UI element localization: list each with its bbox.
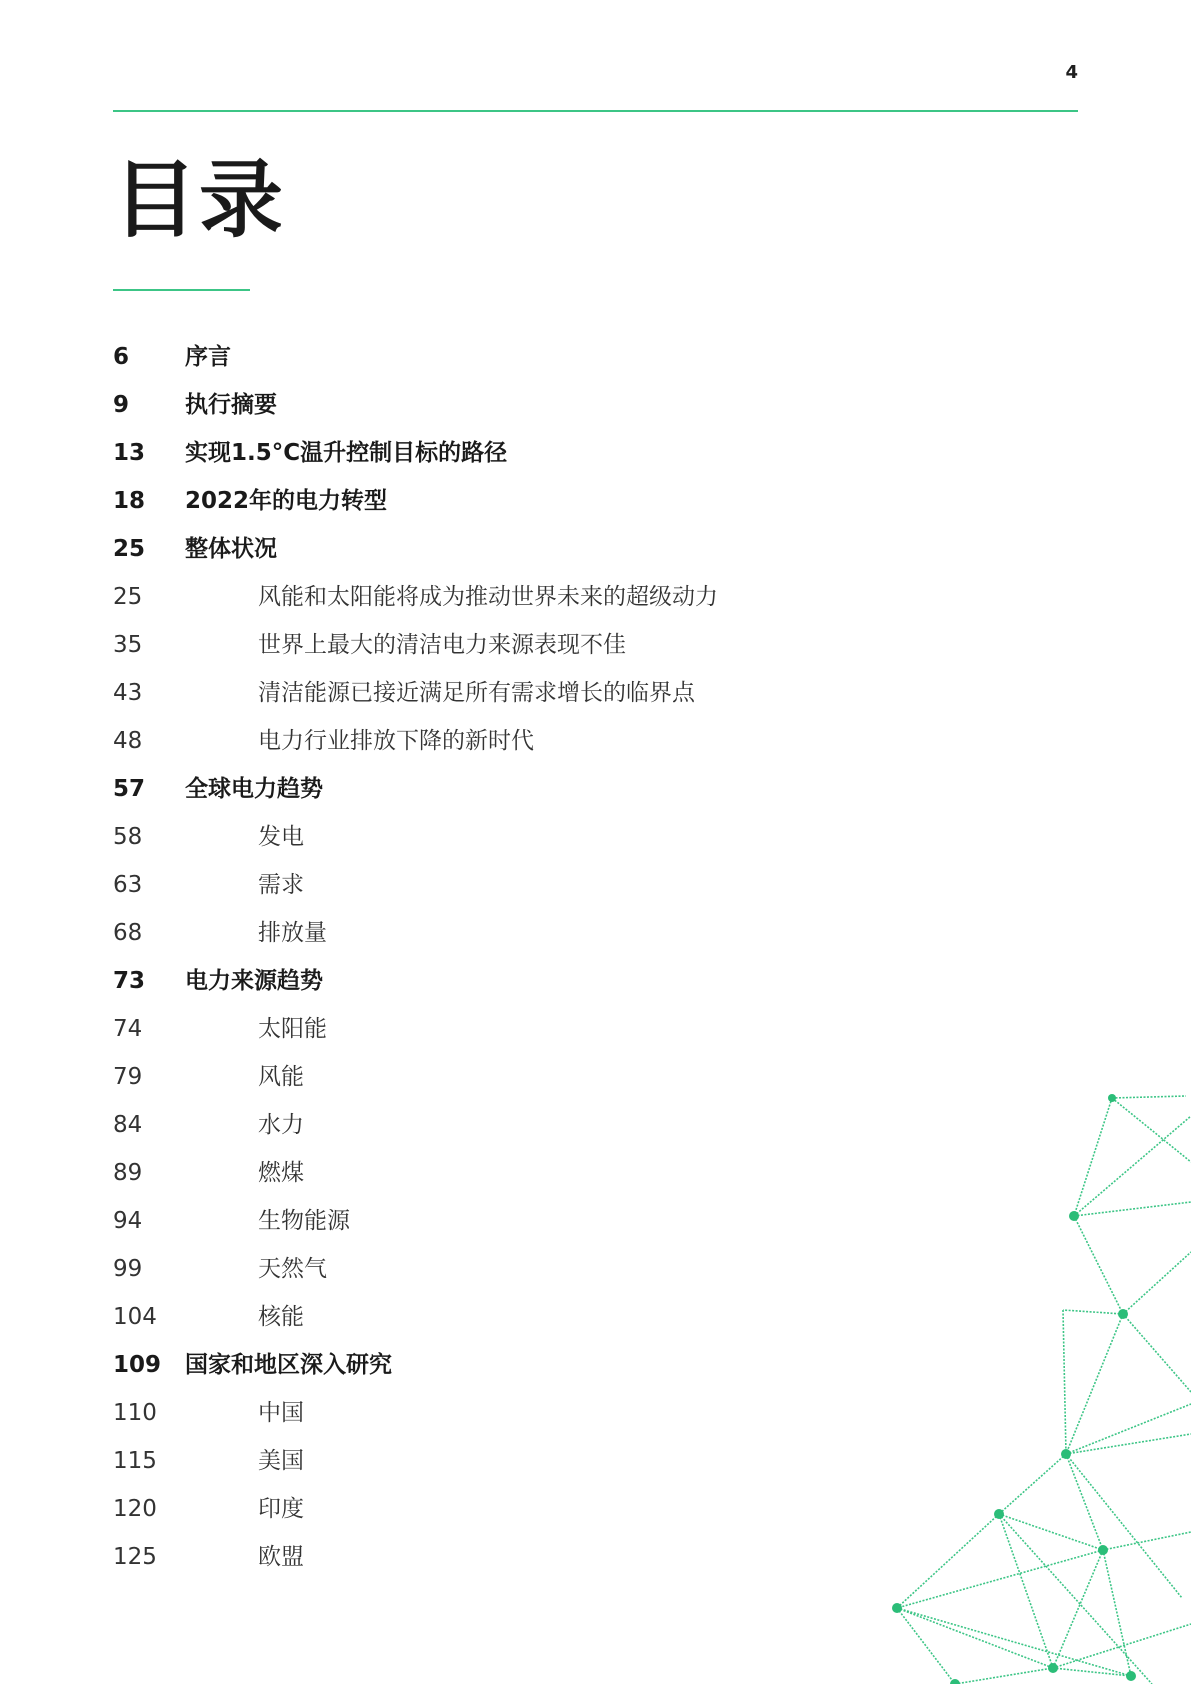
toc-page-number: 43: [113, 680, 143, 706]
page-number: 4: [1065, 62, 1078, 83]
toc-page-number: 125: [113, 1544, 157, 1570]
toc-title: 2022年的电力转型: [185, 488, 388, 514]
toc-entry[interactable]: [113, 957, 873, 1005]
toc-entry[interactable]: [113, 1197, 873, 1245]
toc-page-number: 57: [113, 776, 146, 802]
toc-entry[interactable]: [113, 813, 873, 861]
toc-page-number: 63: [113, 872, 143, 898]
toc-title: 印度: [258, 1496, 304, 1522]
toc-page-number: 25: [113, 536, 146, 562]
toc-entry[interactable]: [113, 1485, 873, 1533]
toc-page-number: 120: [113, 1496, 157, 1522]
toc-title: 实现1.5°C温升控制目标的路径: [185, 440, 508, 466]
toc-page-number: 13: [113, 440, 146, 466]
toc-page-number: 48: [113, 728, 143, 754]
toc-page-number: 73: [113, 968, 146, 994]
toc-title: 序言: [185, 344, 231, 370]
toc-page-number: 58: [113, 824, 143, 850]
toc-entry[interactable]: [113, 1293, 873, 1341]
toc-entry[interactable]: [113, 861, 873, 909]
page-title: 目录: [113, 151, 286, 249]
toc-title: 发电: [258, 824, 304, 850]
toc-title: 世界上最大的清洁电力来源表现不佳: [258, 632, 626, 658]
toc-page-number: 99: [113, 1256, 143, 1282]
toc-page-number: 18: [113, 488, 146, 514]
toc-title: 风能和太阳能将成为推动世界未来的超级动力: [258, 584, 718, 610]
toc-title: 水力: [258, 1112, 304, 1138]
toc-title: 美国: [258, 1448, 304, 1474]
toc-page-number: 104: [113, 1304, 157, 1330]
toc-page-number: 35: [113, 632, 143, 658]
toc-page-number: 74: [113, 1016, 143, 1042]
toc-title: 燃煤: [258, 1160, 304, 1186]
toc-page-number: 109: [113, 1352, 162, 1378]
toc-title: 核能: [258, 1304, 304, 1330]
toc-page-number: 110: [113, 1400, 157, 1426]
toc-entry[interactable]: [113, 1341, 873, 1389]
toc-entry[interactable]: [113, 717, 873, 765]
toc-entry[interactable]: [113, 1437, 873, 1485]
toc-title: 天然气: [258, 1256, 327, 1282]
toc-entry[interactable]: [113, 1053, 873, 1101]
toc-entry[interactable]: [113, 1005, 873, 1053]
toc-entry[interactable]: [113, 333, 873, 381]
toc-title: 欧盟: [258, 1544, 304, 1570]
toc-title: 生物能源: [258, 1208, 350, 1234]
network-graphic: [870, 1020, 1191, 1684]
toc-entry[interactable]: [113, 477, 873, 525]
toc-entry[interactable]: [113, 1245, 873, 1293]
toc-title: 需求: [258, 872, 304, 898]
toc-page-number: 68: [113, 920, 143, 946]
toc-title: 国家和地区深入研究: [185, 1352, 392, 1378]
toc-entry[interactable]: [113, 525, 873, 573]
toc-entry[interactable]: [113, 909, 873, 957]
toc-entry[interactable]: [113, 1533, 873, 1581]
toc-entry[interactable]: [113, 1149, 873, 1197]
toc-title: 排放量: [258, 920, 327, 946]
toc-page-number: 6: [113, 344, 130, 370]
toc-entry[interactable]: [113, 765, 873, 813]
toc-title: 全球电力趋势: [185, 776, 323, 802]
toc-entry[interactable]: [113, 573, 873, 621]
toc-title: 太阳能: [258, 1016, 327, 1042]
toc-page-number: 79: [113, 1064, 143, 1090]
toc-title: 执行摘要: [185, 392, 277, 418]
toc-entry[interactable]: [113, 669, 873, 717]
toc-entry[interactable]: [113, 381, 873, 429]
top-divider: [113, 110, 1078, 112]
toc-title: 中国: [258, 1400, 304, 1426]
toc-entry[interactable]: [113, 429, 873, 477]
toc-entry[interactable]: [113, 1101, 873, 1149]
toc-page-number: 84: [113, 1112, 143, 1138]
toc-page-number: 9: [113, 392, 130, 418]
toc-title: 电力来源趋势: [185, 968, 323, 994]
toc-title: 清洁能源已接近满足所有需求增长的临界点: [258, 680, 695, 706]
toc-page-number: 25: [113, 584, 143, 610]
toc-title: 风能: [258, 1064, 304, 1090]
toc-title: 整体状况: [185, 536, 277, 562]
toc-entry[interactable]: [113, 1389, 873, 1437]
toc-title: 电力行业排放下降的新时代: [258, 728, 534, 754]
table-of-contents: [113, 333, 873, 1581]
toc-entry[interactable]: [113, 621, 873, 669]
title-underline: [113, 289, 250, 291]
toc-page-number: 89: [113, 1160, 143, 1186]
toc-page-number: 115: [113, 1448, 157, 1474]
toc-page-number: 94: [113, 1208, 143, 1234]
